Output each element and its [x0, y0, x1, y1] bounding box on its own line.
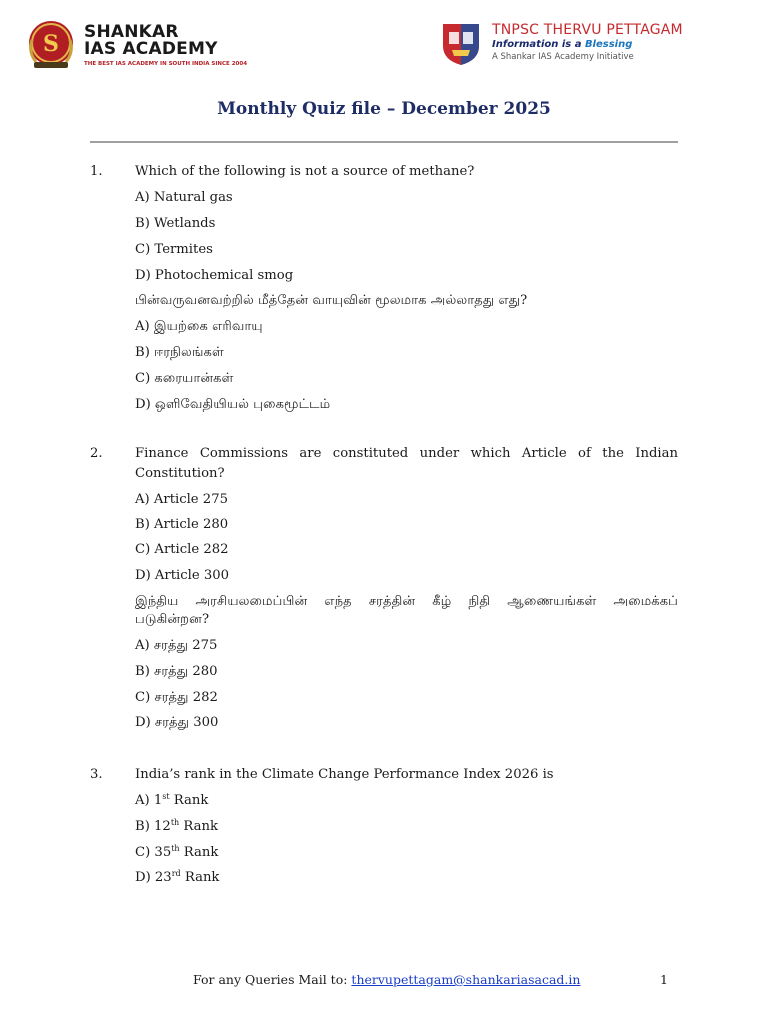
tnpsc-title: TNPSC THERVU PETTAGAM [492, 22, 683, 38]
tagline-part1: Information is a [492, 39, 585, 50]
tamil-option-d: D) சரத்து 300 [135, 715, 219, 730]
question-text-english: Which of the following is not a source of methane? [135, 164, 475, 179]
option-d: D) Photochemical smog [135, 268, 294, 283]
shield-emblem-icon [440, 20, 482, 66]
option-b: B) 12th Rank [135, 818, 218, 834]
option-c: C) Article 282 [135, 542, 229, 557]
footer-contact [193, 972, 580, 987]
tnpsc-brand-text [492, 22, 683, 62]
question-text-tamil-line2: படுகின்றன? [135, 612, 210, 627]
question-text-tamil: பின்வருவனவற்றில் மீத்தேன் வாயுவின் மூலமாக அல்லாதது எது? [135, 293, 528, 308]
option-d: D) Article 300 [135, 568, 230, 583]
option-b: B) Wetlands [135, 216, 216, 231]
svg-text:S: S [43, 31, 59, 57]
title-divider [90, 141, 678, 143]
question-text-english-line2: Constitution? [135, 466, 225, 481]
shankar-ias-logo [24, 18, 254, 74]
tagline-part2: Blessing [584, 39, 633, 50]
document-title: Monthly Quiz file – December 2025 [217, 99, 551, 119]
option-d: D) 23rd Rank [135, 869, 220, 885]
question-text-english-line1: Finance Commissions are constituted under which Article of the Indian [135, 446, 678, 461]
option-c: C) 35th Rank [135, 844, 219, 860]
brand-text [84, 24, 247, 67]
tamil-option-a: A) சரத்து 275 [135, 638, 218, 653]
tamil-option-d: D) ஒளிவேதியியல் புகைமூட்டம் [135, 397, 331, 412]
tnpsc-thervu-pettagam-logo [440, 18, 740, 74]
option-a: A) Article 275 [135, 492, 228, 507]
tnpsc-tagline [492, 39, 683, 50]
question-text-english: India’s rank in the Climate Change Performance Index 2026 is [135, 767, 554, 782]
brand-name-line2: IAS ACADEMY [84, 39, 218, 59]
tamil-option-b: B) ஈரநிலங்கள் [135, 345, 224, 360]
contact-email-link[interactable]: thervupettagam@shankariasacad.in [351, 972, 581, 987]
page-number: 1 [660, 972, 668, 987]
footer-label: For any Queries Mail to: [193, 972, 352, 987]
page-header [0, 16, 768, 76]
brand-name-line1: SHANKAR [84, 22, 179, 42]
question-number: 1. [90, 164, 103, 179]
tamil-option-b: B) சரத்து 280 [135, 664, 218, 679]
tamil-option-c: C) கரையான்கள் [135, 371, 234, 386]
option-b: B) Article 280 [135, 517, 229, 532]
option-c: C) Termites [135, 242, 213, 257]
question-number: 2. [90, 446, 103, 461]
question-text-tamil-line1: இந்திய அரசியலமைப்பின் எந்த சரத்தின் கீழ் நிதி ஆணையங்கள் அமைக்கப் [135, 594, 678, 609]
tamil-option-a: A) இயற்கை எரிவாயு [135, 319, 263, 334]
tnpsc-initiative: A Shankar IAS Academy Initiative [492, 52, 634, 62]
brand-tagline: THE BEST IAS ACADEMY IN SOUTH INDIA SINCE 2004 [84, 61, 248, 67]
option-a: A) Natural gas [135, 190, 233, 205]
tamil-option-c: C) சரத்து 282 [135, 690, 218, 705]
question-number: 3. [90, 767, 103, 782]
shankar-emblem-icon [24, 18, 78, 72]
option-a: A) 1st Rank [135, 792, 209, 808]
